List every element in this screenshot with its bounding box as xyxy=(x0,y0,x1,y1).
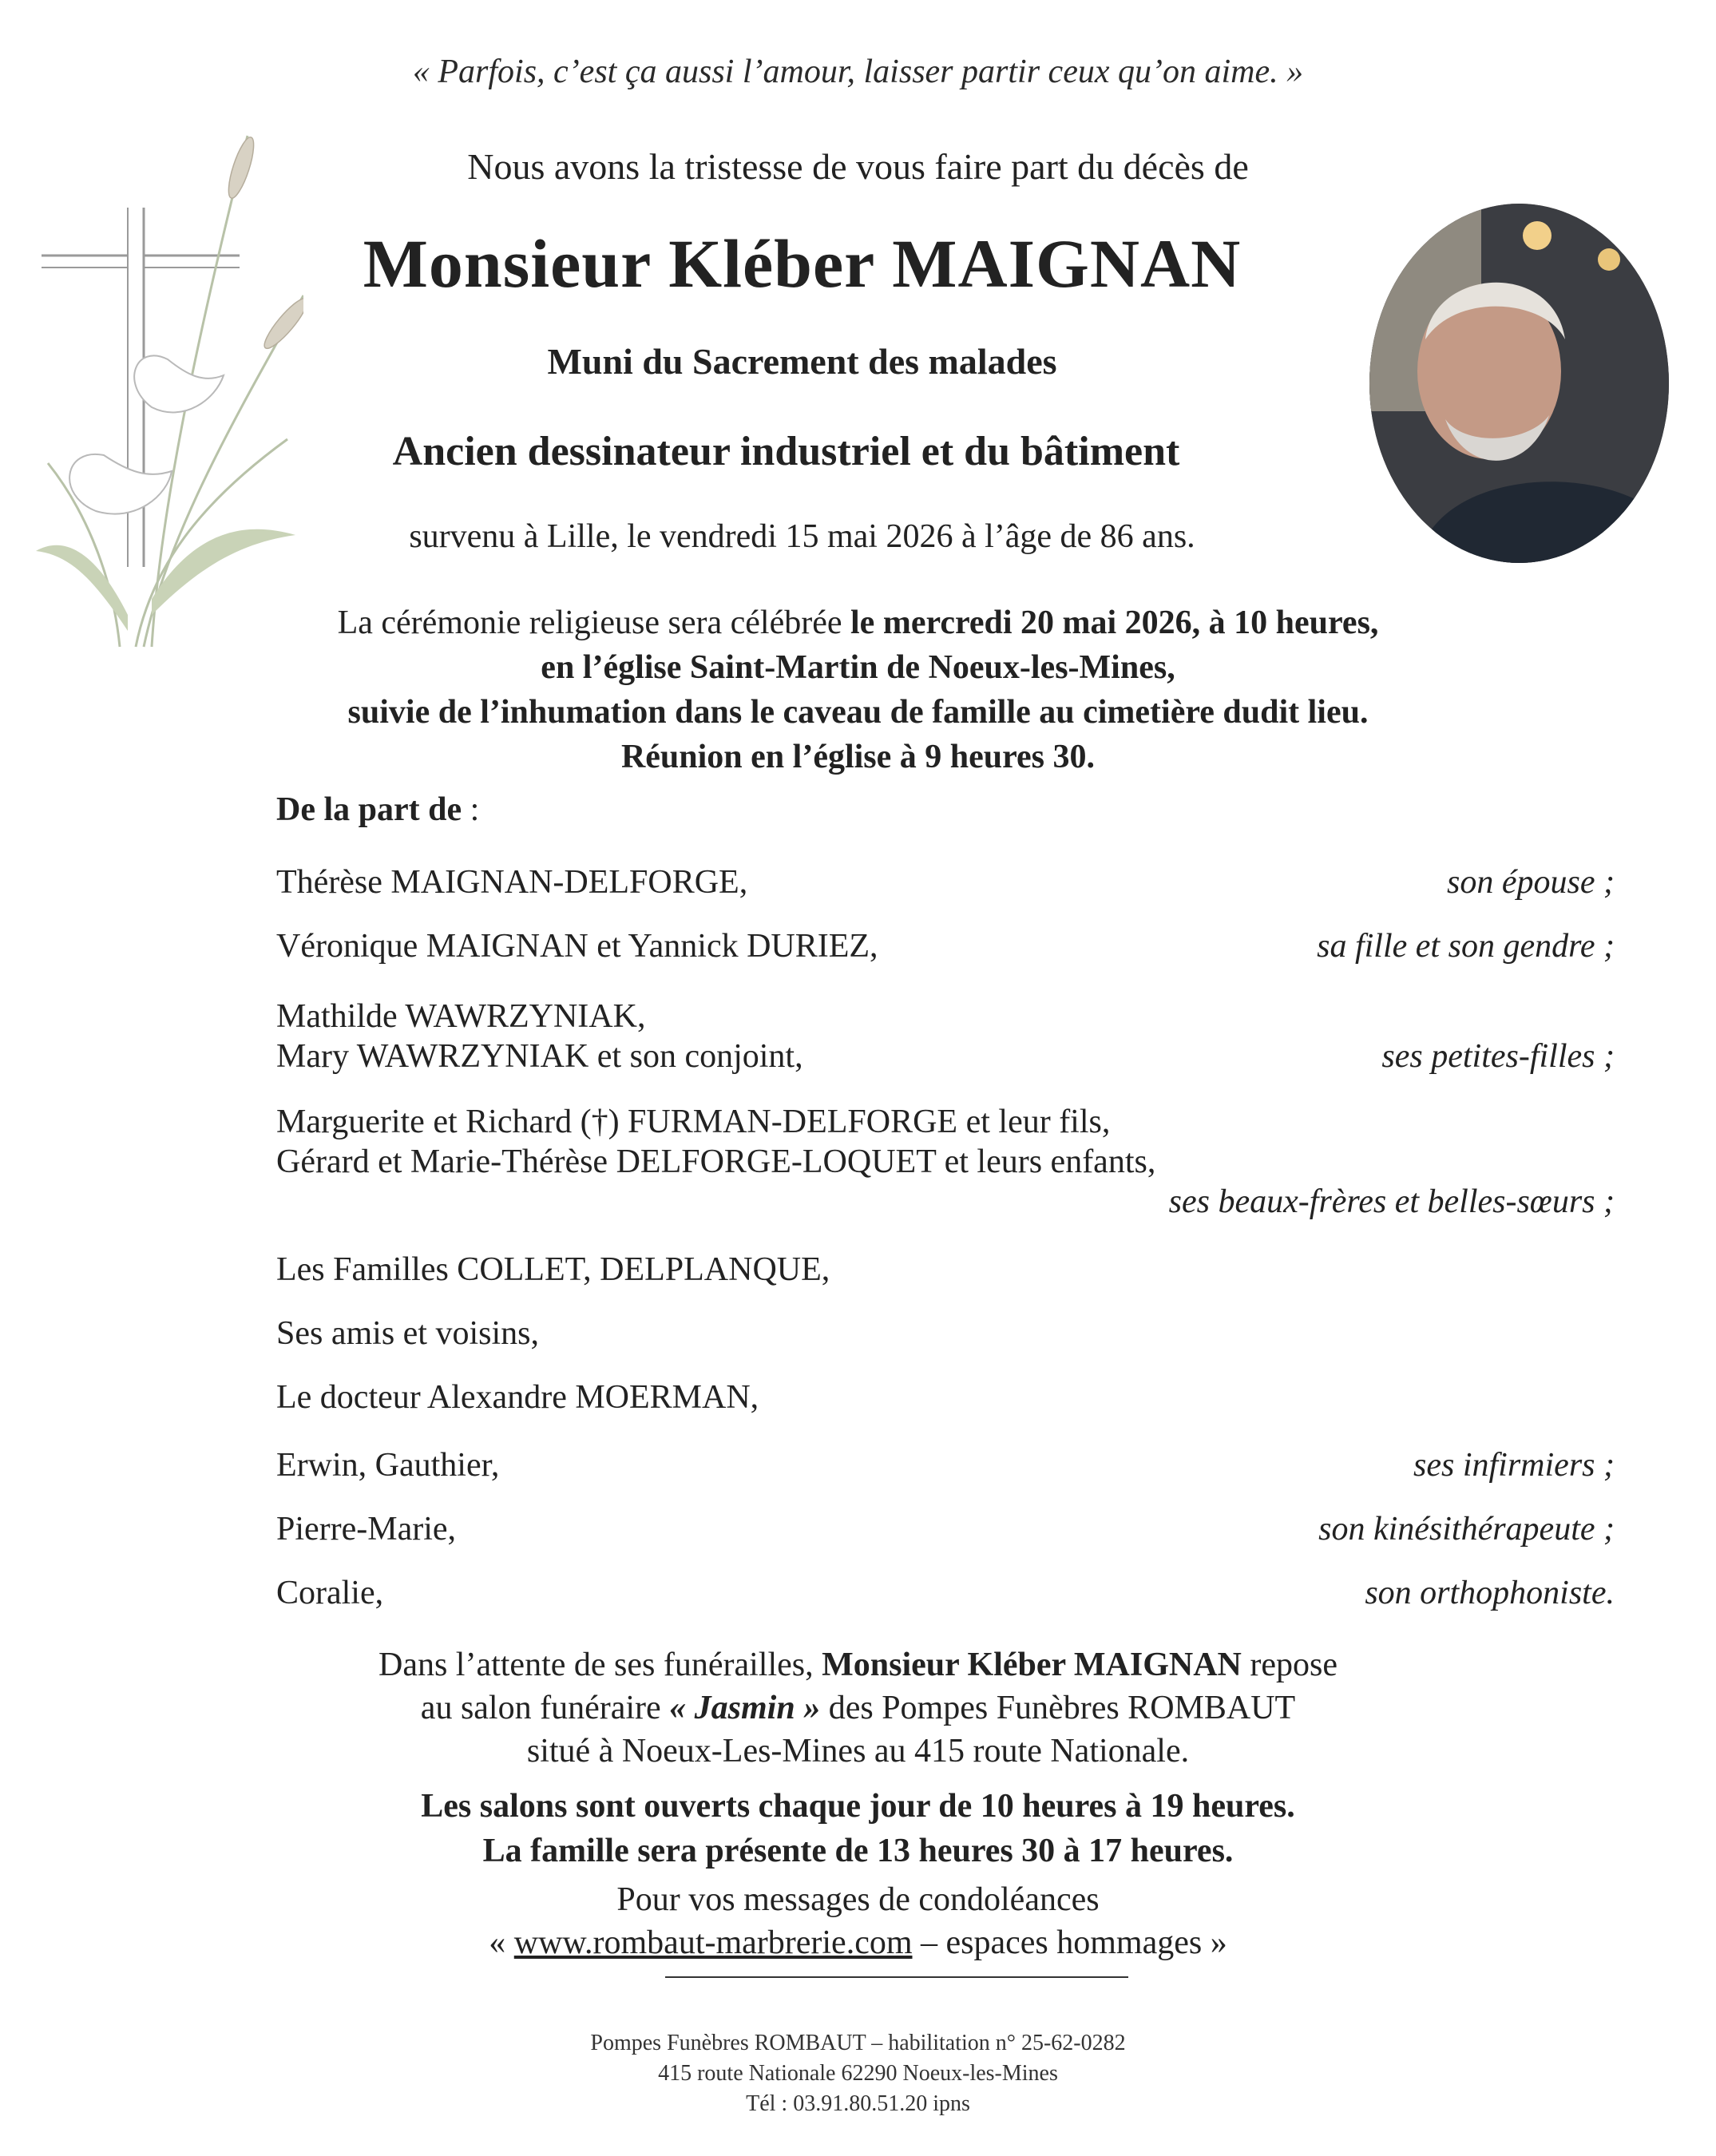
opening-hours: Les salons sont ouverts chaque jour de 10 heures à 19 heures. xyxy=(421,1788,1295,1825)
wake-company: des Pompes Funèbres ROMBAUT xyxy=(820,1690,1296,1726)
family-entry xyxy=(276,1509,1615,1549)
from-label-text: De la part de xyxy=(276,791,462,828)
ceremony-meeting: Réunion en l’église à 9 heures 30. xyxy=(620,739,1096,775)
family-relation: son orthophoniste. xyxy=(1365,1575,1615,1611)
family-names: Ses amis et voisins, xyxy=(276,1315,540,1352)
ceremony-intro: La cérémonie religieuse sera célébrée xyxy=(337,604,851,641)
family-entry xyxy=(276,1445,1615,1485)
family-entry xyxy=(276,1314,1615,1353)
family-entry xyxy=(276,862,1615,902)
family-names: Marguerite et Richard (†) FURMAN-DELFORGE et leur fils, xyxy=(276,1104,1111,1140)
family-names: Coralie, xyxy=(276,1575,384,1611)
family-entry xyxy=(276,1377,1615,1417)
wake-intro: Dans l’attente de ses funérailles, xyxy=(378,1647,822,1683)
ceremony-block xyxy=(0,600,1716,779)
family-entry xyxy=(276,926,1615,966)
wake-line-2 xyxy=(0,1686,1716,1730)
wake-salon-name: « Jasmin » xyxy=(669,1690,821,1726)
wake-line-1 xyxy=(0,1643,1716,1686)
family-names: Mary WAWRZYNIAK et son conjoint, xyxy=(276,1038,803,1075)
family-names: Le docteur Alexandre MOERMAN, xyxy=(276,1379,759,1416)
from-label xyxy=(276,791,479,829)
family-names: Pierre-Marie, xyxy=(276,1511,457,1548)
profession-line: Ancien dessinateur industriel et du bâtiment xyxy=(392,429,1180,474)
condolences-open: « xyxy=(489,1924,514,1961)
condolences-close: – espaces hommages » xyxy=(912,1924,1227,1961)
family-names: Gérard et Marie-Thérèse DELFORGE-LOQUET et leurs enfants, xyxy=(276,1143,1156,1180)
cross-lily-illustration xyxy=(32,120,303,663)
footer-divider xyxy=(665,1976,1128,1978)
footer xyxy=(0,2028,1716,2119)
condolences-link[interactable]: www.rombaut-marbrerie.com xyxy=(513,1924,913,1961)
family-entry xyxy=(276,1102,1615,1220)
family-relation: son kinésithérapeute ; xyxy=(1318,1511,1615,1548)
announcement-intro: Nous avons la tristesse de vous faire part du décès de xyxy=(467,146,1249,187)
from-label-colon: : xyxy=(462,791,480,828)
family-entry xyxy=(276,1250,1615,1290)
sacrament-line: Muni du Sacrement des malades xyxy=(547,341,1057,382)
family-relation: ses petites-filles ; xyxy=(1381,1038,1615,1075)
condolences-label: Pour vos messages de condoléances xyxy=(616,1881,1100,1918)
footer-address: 415 route Nationale 62290 Noeux-les-Mines xyxy=(658,2061,1058,2086)
opening-quote: « Parfois, c’est ça aussi l’amour, laisser partir ceux qu’on aime. » xyxy=(412,54,1304,90)
ceremony-line-1 xyxy=(0,600,1716,645)
ceremony-burial: suivie de l’inhumation dans le caveau de famille au cimetière dudit lieu. xyxy=(347,694,1369,731)
family-relation: sa fille et son gendre ; xyxy=(1317,928,1615,965)
family-entry xyxy=(276,1573,1615,1613)
family-relation: ses beaux-frères et belles-sœurs ; xyxy=(1168,1183,1615,1220)
death-details: survenu à Lille, le vendredi 15 mai 2026 à l’âge de 86 ans. xyxy=(409,518,1195,555)
condolences-block xyxy=(0,1878,1716,1964)
family-relation: ses infirmiers ; xyxy=(1413,1447,1615,1484)
footer-company: Pompes Funèbres ROMBAUT – habilitation n° 25-62-0282 xyxy=(590,2031,1126,2055)
ceremony-place: en l’église Saint-Martin de Noeux-les-Mines, xyxy=(541,649,1175,686)
family-names: Mathilde WAWRZYNIAK, xyxy=(276,998,646,1035)
family-presence: La famille sera présente de 13 heures 30 à 17 heures. xyxy=(482,1833,1234,1869)
wake-address: situé à Noeux-Les-Mines au 415 route Nationale. xyxy=(526,1733,1190,1770)
wake-name: Monsieur Kléber MAIGNAN xyxy=(822,1647,1242,1683)
wake-repose: repose xyxy=(1241,1647,1338,1683)
family-names: Les Familles COLLET, DELPLANQUE, xyxy=(276,1251,830,1288)
deceased-name: Monsieur Kléber MAIGNAN xyxy=(363,225,1242,302)
ceremony-date: le mercredi 20 mai 2026, à 10 heures, xyxy=(850,604,1379,641)
family-names: Erwin, Gauthier, xyxy=(276,1447,500,1484)
footer-phone: Tél : 03.91.80.51.20 ipns xyxy=(746,2091,970,2116)
family-relation: son épouse ; xyxy=(1447,864,1615,901)
wake-salon: au salon funéraire xyxy=(420,1690,670,1726)
condolences-line xyxy=(0,1921,1716,1964)
family-names: Thérèse MAIGNAN-DELFORGE, xyxy=(276,864,748,901)
wake-block xyxy=(0,1643,1716,1773)
family-entry xyxy=(276,997,1615,1076)
hours-block xyxy=(0,1784,1716,1873)
family-names: Véronique MAIGNAN et Yannick DURIEZ, xyxy=(276,928,878,965)
